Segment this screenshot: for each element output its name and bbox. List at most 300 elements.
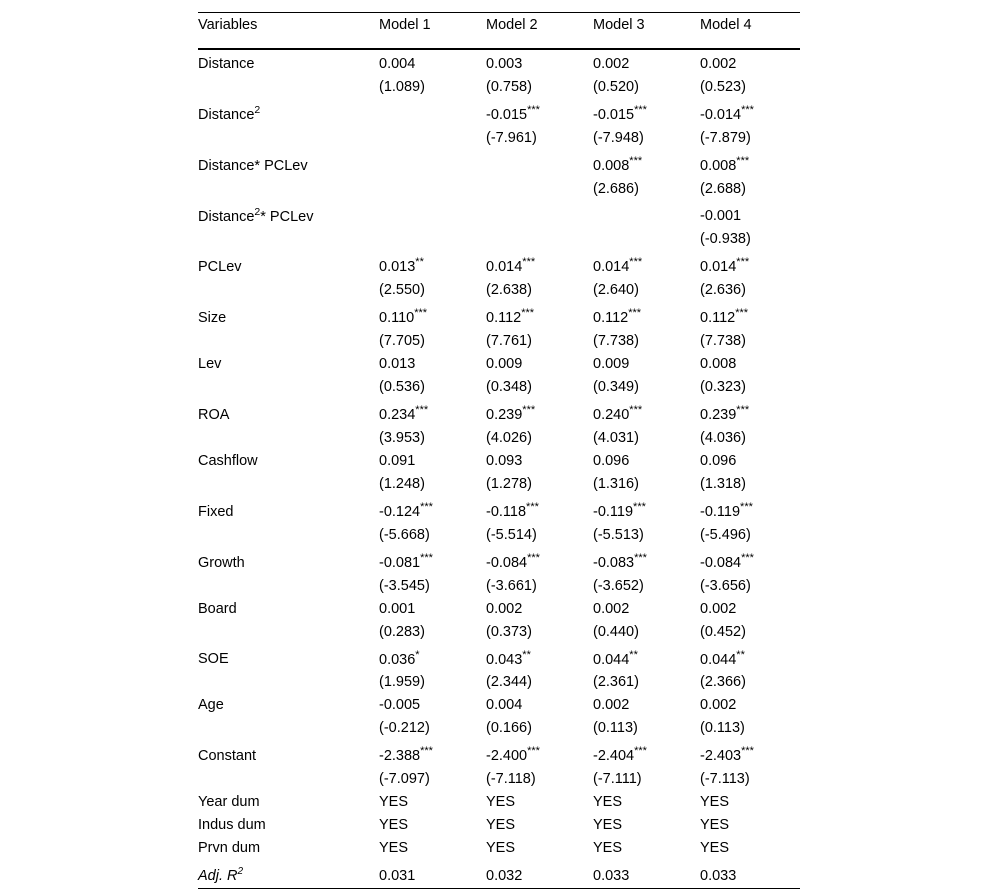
cell-value: (0.440) <box>593 624 639 640</box>
significance-stars: *** <box>741 745 754 757</box>
cell-value: -0.119 <box>593 504 633 520</box>
table-cell-empty <box>486 150 593 178</box>
cell-value: (4.031) <box>593 430 639 446</box>
table-cell <box>379 496 486 524</box>
table-cell <box>700 524 800 547</box>
cell-value: 0.031 <box>379 868 415 884</box>
row-label <box>198 496 379 524</box>
table-cell <box>379 279 486 302</box>
table-cell <box>486 399 593 427</box>
row-label-text: Size <box>198 310 226 326</box>
significance-stars: *** <box>420 501 433 513</box>
table-cell <box>700 671 800 694</box>
cell-value: -0.118 <box>486 504 526 520</box>
row-label-text: Adj. R <box>198 868 238 884</box>
significance-stars: *** <box>521 307 534 319</box>
cell-value: 0.033 <box>700 868 736 884</box>
table-cell <box>486 450 593 473</box>
cell-value: -2.388 <box>379 748 420 764</box>
cell-value: (-7.111) <box>593 771 642 787</box>
table-row <box>198 376 800 399</box>
table-row <box>198 740 800 768</box>
cell-value: YES <box>700 840 729 856</box>
table-cell <box>379 814 486 837</box>
row-label-text: Distance <box>198 56 254 72</box>
row-label-empty <box>198 575 379 598</box>
cell-value: (-5.513) <box>593 527 644 543</box>
cell-value: (0.452) <box>700 624 746 640</box>
cell-value: (0.520) <box>593 79 639 95</box>
table-cell <box>593 740 700 768</box>
table-cell <box>593 399 700 427</box>
table-cell <box>379 740 486 768</box>
significance-stars: ** <box>629 649 638 661</box>
cell-value: (-0.938) <box>700 231 751 247</box>
table-cell-empty <box>486 201 593 229</box>
table-cell <box>700 547 800 575</box>
table-row <box>198 717 800 740</box>
table-cell <box>593 860 700 888</box>
row-label-text: Distance* PCLev <box>198 158 308 174</box>
table-row <box>198 837 800 860</box>
cell-value: (7.761) <box>486 333 532 349</box>
row-label <box>198 49 379 76</box>
cell-value: 0.044 <box>700 651 736 667</box>
row-label-empty <box>198 671 379 694</box>
table-cell <box>593 127 700 150</box>
cell-value: YES <box>593 817 622 833</box>
cell-value: 0.239 <box>700 407 736 423</box>
table-cell <box>700 251 800 279</box>
table-cell <box>593 473 700 496</box>
cell-value: 0.004 <box>379 56 415 72</box>
table-cell <box>700 353 800 376</box>
table-cell <box>486 330 593 353</box>
row-label <box>198 353 379 376</box>
table-cell <box>700 598 800 621</box>
table-row <box>198 427 800 450</box>
cell-value: (2.361) <box>593 674 639 690</box>
cell-value: 0.043 <box>486 651 522 667</box>
table-cell <box>486 814 593 837</box>
table-row <box>198 768 800 791</box>
table-cell <box>379 837 486 860</box>
table-cell <box>593 547 700 575</box>
cell-value: (1.248) <box>379 476 425 492</box>
significance-stars: *** <box>414 307 427 319</box>
row-label-text: SOE <box>198 651 229 667</box>
column-header-variables: Variables <box>198 13 379 48</box>
table-cell <box>593 621 700 644</box>
cell-value: 0.234 <box>379 407 415 423</box>
table-cell <box>379 575 486 598</box>
significance-stars: *** <box>736 256 749 268</box>
table-cell <box>486 644 593 672</box>
row-label-text: PCLev <box>198 259 242 275</box>
cell-value: (2.366) <box>700 674 746 690</box>
cell-value: YES <box>379 840 408 856</box>
table-cell <box>593 251 700 279</box>
cell-value: (7.738) <box>593 333 639 349</box>
table-cell <box>700 99 800 127</box>
cell-value: (1.089) <box>379 79 425 95</box>
cell-value: 0.013 <box>379 259 415 275</box>
regression-table-body <box>198 13 800 889</box>
table-cell <box>700 768 800 791</box>
table-cell <box>379 598 486 621</box>
table-cell <box>486 740 593 768</box>
row-label-empty <box>198 178 379 201</box>
table-cell <box>700 837 800 860</box>
cell-value: (2.344) <box>486 674 532 690</box>
cell-value: 0.044 <box>593 651 629 667</box>
cell-value: 0.008 <box>593 158 629 174</box>
row-label-empty <box>198 76 379 99</box>
row-label <box>198 99 379 127</box>
row-label-empty <box>198 127 379 150</box>
table-cell <box>593 644 700 672</box>
significance-stars: *** <box>526 501 539 513</box>
cell-value: YES <box>379 817 408 833</box>
table-cell <box>379 353 486 376</box>
cell-value: 0.003 <box>486 56 522 72</box>
table-cell <box>379 547 486 575</box>
table-cell-empty <box>486 228 593 251</box>
table-row <box>198 694 800 717</box>
row-label-empty <box>198 524 379 547</box>
cell-value: -0.015 <box>593 107 634 123</box>
cell-value: 0.002 <box>593 56 629 72</box>
row-label-text: Indus dum <box>198 817 266 833</box>
cell-value: -0.081 <box>379 555 420 571</box>
cell-value: -0.014 <box>700 107 741 123</box>
cell-value: -0.084 <box>700 555 741 571</box>
table-cell <box>379 791 486 814</box>
cell-value: (0.373) <box>486 624 532 640</box>
table-row <box>198 49 800 76</box>
table-cell-empty <box>486 178 593 201</box>
table-cell <box>379 399 486 427</box>
significance-stars: *** <box>735 307 748 319</box>
cell-value: (-3.652) <box>593 578 644 594</box>
table-cell <box>379 376 486 399</box>
row-label <box>198 694 379 717</box>
cell-value: 0.014 <box>700 259 736 275</box>
significance-stars: *** <box>740 501 753 513</box>
table-cell <box>593 49 700 76</box>
table-cell <box>486 768 593 791</box>
row-label-text: Year dum <box>198 794 260 810</box>
table-cell <box>700 621 800 644</box>
cell-value: (1.318) <box>700 476 746 492</box>
table-cell <box>700 814 800 837</box>
table-cell <box>486 302 593 330</box>
significance-stars: *** <box>741 104 754 116</box>
table-row <box>198 575 800 598</box>
row-label <box>198 302 379 330</box>
cell-value: (0.323) <box>700 379 746 395</box>
table-cell <box>486 575 593 598</box>
significance-stars: *** <box>522 404 535 416</box>
table-cell <box>700 575 800 598</box>
row-label-text: Board <box>198 601 237 617</box>
table-cell <box>593 791 700 814</box>
cell-value: (-7.948) <box>593 130 644 146</box>
table-row <box>198 150 800 178</box>
row-label-empty <box>198 279 379 302</box>
cell-value: 0.009 <box>593 356 629 372</box>
cell-value: (-7.961) <box>486 130 537 146</box>
table-cell <box>486 279 593 302</box>
row-label-empty <box>198 473 379 496</box>
cell-value: 0.002 <box>700 697 736 713</box>
table-cell <box>700 127 800 150</box>
table-cell <box>700 399 800 427</box>
table-cell <box>700 496 800 524</box>
table-cell <box>593 450 700 473</box>
table-cell-empty <box>379 99 486 127</box>
cell-value: (-7.879) <box>700 130 751 146</box>
row-label-text: Cashflow <box>198 453 258 469</box>
cell-value: 0.033 <box>593 868 629 884</box>
table-cell <box>700 76 800 99</box>
table-row <box>198 99 800 127</box>
cell-value: (2.688) <box>700 181 746 197</box>
table-cell-empty <box>379 228 486 251</box>
cell-value: (-3.545) <box>379 578 430 594</box>
table-row <box>198 353 800 376</box>
cell-value: (-0.212) <box>379 720 430 736</box>
table-row <box>198 228 800 251</box>
significance-stars: *** <box>629 404 642 416</box>
cell-value: YES <box>593 794 622 810</box>
cell-value: (0.758) <box>486 79 532 95</box>
cell-value: 0.112 <box>593 310 628 326</box>
significance-stars: *** <box>633 501 646 513</box>
table-cell <box>700 860 800 888</box>
row-label <box>198 644 379 672</box>
cell-value: (0.349) <box>593 379 639 395</box>
table-cell <box>486 860 593 888</box>
cell-value: -0.005 <box>379 697 420 713</box>
row-label-suffix: * PCLev <box>260 208 313 224</box>
table-cell <box>486 621 593 644</box>
cell-value: (4.036) <box>700 430 746 446</box>
table-cell <box>593 376 700 399</box>
cell-value: 0.032 <box>486 868 522 884</box>
row-label <box>198 251 379 279</box>
cell-value: (2.636) <box>700 282 746 298</box>
row-label <box>198 150 379 178</box>
row-label <box>198 201 379 229</box>
cell-value: -2.400 <box>486 748 527 764</box>
row-label-empty <box>198 768 379 791</box>
table-cell <box>379 860 486 888</box>
table-cell <box>379 450 486 473</box>
table-cell <box>593 279 700 302</box>
table-cell <box>593 302 700 330</box>
table-cell <box>700 178 800 201</box>
cell-value: 0.002 <box>486 601 522 617</box>
table-cell <box>379 694 486 717</box>
table-cell <box>700 150 800 178</box>
table-row <box>198 547 800 575</box>
table-cell <box>593 427 700 450</box>
cell-value: -2.403 <box>700 748 741 764</box>
row-label <box>198 791 379 814</box>
cell-value: (0.348) <box>486 379 532 395</box>
cell-value: 0.096 <box>700 453 736 469</box>
cell-value: 0.008 <box>700 158 736 174</box>
significance-stars: *** <box>527 552 540 564</box>
table-cell <box>593 76 700 99</box>
cell-value: 0.001 <box>379 601 415 617</box>
cell-value: 0.110 <box>379 310 414 326</box>
row-label-empty <box>198 376 379 399</box>
table-row <box>198 598 800 621</box>
cell-value: (-7.113) <box>700 771 750 787</box>
significance-stars: *** <box>634 745 647 757</box>
cell-value: (1.316) <box>593 476 639 492</box>
row-label-empty <box>198 621 379 644</box>
cell-value: -0.119 <box>700 504 740 520</box>
table-row <box>198 330 800 353</box>
row-label-empty <box>198 330 379 353</box>
cell-value: (-3.661) <box>486 578 537 594</box>
cell-value: (-3.656) <box>700 578 751 594</box>
significance-stars: *** <box>527 104 540 116</box>
table-cell <box>593 694 700 717</box>
significance-stars: *** <box>420 552 433 564</box>
table-cell <box>593 496 700 524</box>
table-cell <box>700 376 800 399</box>
cell-value: (-5.496) <box>700 527 751 543</box>
table-row <box>198 201 800 229</box>
table-row <box>198 127 800 150</box>
row-label <box>198 399 379 427</box>
table-row <box>198 860 800 888</box>
cell-value: 0.239 <box>486 407 522 423</box>
table-cell <box>700 302 800 330</box>
cell-value: -0.001 <box>700 208 741 224</box>
table-cell-empty <box>593 201 700 229</box>
table-cell <box>486 49 593 76</box>
table-cell <box>593 178 700 201</box>
row-label-empty <box>198 427 379 450</box>
significance-stars: *** <box>741 552 754 564</box>
cell-value: (3.953) <box>379 430 425 446</box>
cell-value: (0.283) <box>379 624 425 640</box>
cell-value: (2.550) <box>379 282 425 298</box>
table-row <box>198 251 800 279</box>
row-label-superscript: 2 <box>254 104 260 116</box>
row-label <box>198 837 379 860</box>
table-cell <box>700 228 800 251</box>
table-cell <box>486 427 593 450</box>
cell-value: (1.278) <box>486 476 532 492</box>
table-cell <box>379 473 486 496</box>
cell-value: -0.015 <box>486 107 527 123</box>
cell-value: 0.002 <box>593 697 629 713</box>
cell-value: 0.014 <box>593 259 629 275</box>
table-row <box>198 399 800 427</box>
row-label-text: Lev <box>198 356 221 372</box>
table-cell <box>593 671 700 694</box>
cell-value: 0.240 <box>593 407 629 423</box>
table-cell <box>379 49 486 76</box>
cell-value: YES <box>379 794 408 810</box>
row-label <box>198 740 379 768</box>
row-label-superscript: 2 <box>238 866 244 877</box>
significance-stars: *** <box>527 745 540 757</box>
significance-stars: *** <box>736 155 749 167</box>
cell-value: 0.091 <box>379 453 415 469</box>
table-cell-empty <box>379 150 486 178</box>
table-cell <box>379 427 486 450</box>
table-cell <box>486 376 593 399</box>
cell-value: 0.002 <box>700 56 736 72</box>
table-cell <box>593 717 700 740</box>
significance-stars: ** <box>415 256 424 268</box>
table-cell <box>486 127 593 150</box>
table-cell <box>486 671 593 694</box>
cell-value: 0.009 <box>486 356 522 372</box>
row-label <box>198 814 379 837</box>
column-header-model-1: Model 1 <box>379 13 486 48</box>
table-cell <box>379 251 486 279</box>
cell-value: (4.026) <box>486 430 532 446</box>
row-label-text: Distance <box>198 107 254 123</box>
row-label-text: Distance <box>198 208 254 224</box>
regression-table-container <box>198 12 800 889</box>
cell-value: (0.166) <box>486 720 532 736</box>
cell-value: -0.084 <box>486 555 527 571</box>
significance-stars: *** <box>420 745 433 757</box>
row-label <box>198 860 379 888</box>
table-cell <box>593 837 700 860</box>
cell-value: 0.008 <box>700 356 736 372</box>
significance-stars: *** <box>629 256 642 268</box>
row-label-empty <box>198 717 379 740</box>
cell-value: 0.002 <box>700 601 736 617</box>
table-row <box>198 524 800 547</box>
significance-stars: *** <box>628 307 641 319</box>
cell-value: (0.523) <box>700 79 746 95</box>
significance-stars: * <box>415 649 419 661</box>
row-label-empty <box>198 228 379 251</box>
table-row <box>198 473 800 496</box>
table-cell <box>593 99 700 127</box>
cell-value: 0.036 <box>379 651 415 667</box>
significance-stars: ** <box>522 649 531 661</box>
table-cell <box>700 279 800 302</box>
cell-value: YES <box>486 817 515 833</box>
cell-value: 0.013 <box>379 356 415 372</box>
cell-value: 0.112 <box>486 310 521 326</box>
table-row <box>198 76 800 99</box>
table-cell <box>379 524 486 547</box>
table-cell <box>700 473 800 496</box>
table-row <box>198 450 800 473</box>
table-cell <box>700 694 800 717</box>
cell-value: (0.536) <box>379 379 425 395</box>
cell-value: YES <box>593 840 622 856</box>
table-cell-empty <box>593 228 700 251</box>
significance-stars: ** <box>736 649 745 661</box>
table-cell-empty <box>379 178 486 201</box>
table-cell <box>700 427 800 450</box>
table-cell <box>379 302 486 330</box>
